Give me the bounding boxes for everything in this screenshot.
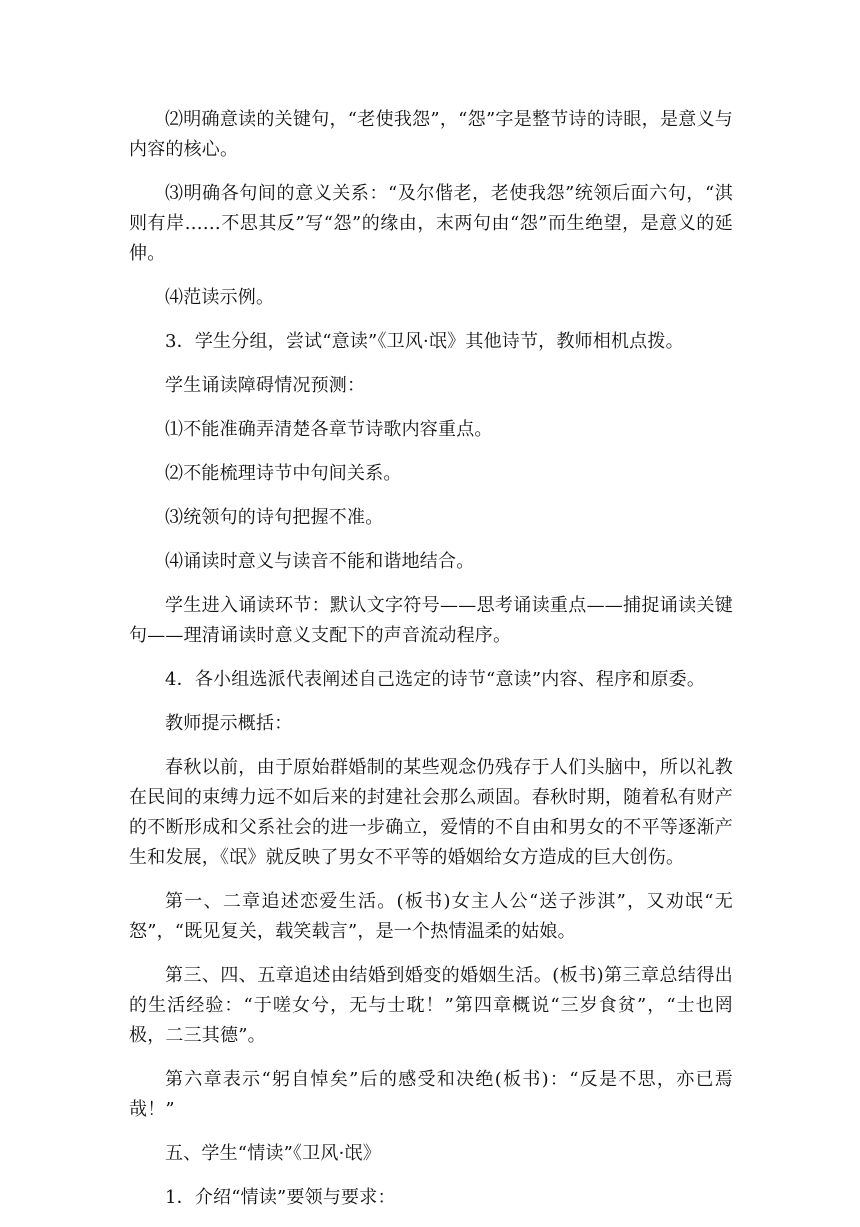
paragraph-emotional-reading-intro: 1．介绍“情读”要领与要求： xyxy=(165,1187,396,1208)
paragraph-group-presentation: 4．各小组选派代表阐述自己选定的诗节“意读”内容、程序和原委。 xyxy=(165,669,706,690)
paragraph-obstacle-forecast: 学生诵读障碍情况预测： xyxy=(165,375,366,396)
paragraph-key-sentence: ⑵明确意读的关键句，“老使我怨”，“怨”字是整节诗的诗眼，是意义与内容的核心。 xyxy=(129,109,733,160)
paragraph-obstacle-3: ⑶统领句的诗句把握不准。 xyxy=(165,507,384,528)
paragraph-obstacle-1: ⑴不能准确弄清楚各章节诗歌内容重点。 xyxy=(165,419,493,440)
paragraph-teacher-summary-label: 教师提示概括： xyxy=(165,713,293,734)
document-body xyxy=(129,105,733,1227)
paragraph-sentence-relations: ⑶明确各句间的意义关系：“及尔偕老，老使我怨”统领后面六句，“淇则有岸……不思其反”写“怨”的缘由，末两句由“怨”而生绝望，是意义的延伸。 xyxy=(129,183,733,264)
paragraph-chapter-six: 第六章表示“躬自悼矣”后的感受和决绝(板书)：“反是不思，亦已焉哉！” xyxy=(129,1069,733,1120)
paragraph-chapters-three-five: 第三、四、五章追述由结婚到婚变的婚姻生活。(板书)第三章总结得出的生活经验：“于嗟女兮，无与士耽！”第四章概说“三岁食贫”，“士也罔极，二三其德”。 xyxy=(129,965,733,1046)
section-heading-emotional-reading: 五、学生“情读”《卫风·氓》 xyxy=(165,1143,381,1164)
paragraph-historical-background: 春秋以前，由于原始群婚制的某些观念仍残存于人们头脑中，所以礼教在民间的束缚力远不如后来的封建社会那么顽固。春秋时期，随着私有财产的不断形成和父系社会的进一步确立，爱情的不自由和男女的不平等逐渐产生和发展，《氓》就反映了男女不平等的婚姻给女方造成的巨大创伤。 xyxy=(129,757,733,868)
paragraph-reading-stage: 学生进入诵读环节：默认文字符号——思考诵读重点——捕捉诵读关键句——理清诵读时意义支配下的声音流动程序。 xyxy=(129,595,733,646)
paragraph-group-reading: 3．学生分组，尝试“意读”《卫风·氓》其他诗节，教师相机点拨。 xyxy=(165,331,684,352)
paragraph-obstacle-4: ⑷诵读时意义与读音不能和谐地结合。 xyxy=(165,551,475,572)
paragraph-model-reading: ⑷范读示例。 xyxy=(165,287,275,308)
paragraph-chapters-one-two: 第一、二章追述恋爱生活。(板书)女主人公“送子涉淇”，又劝氓“无怒”，“既见复关，载笑载言”，是一个热情温柔的姑娘。 xyxy=(129,891,733,942)
paragraph-obstacle-2: ⑵不能梳理诗节中句间关系。 xyxy=(165,463,402,484)
